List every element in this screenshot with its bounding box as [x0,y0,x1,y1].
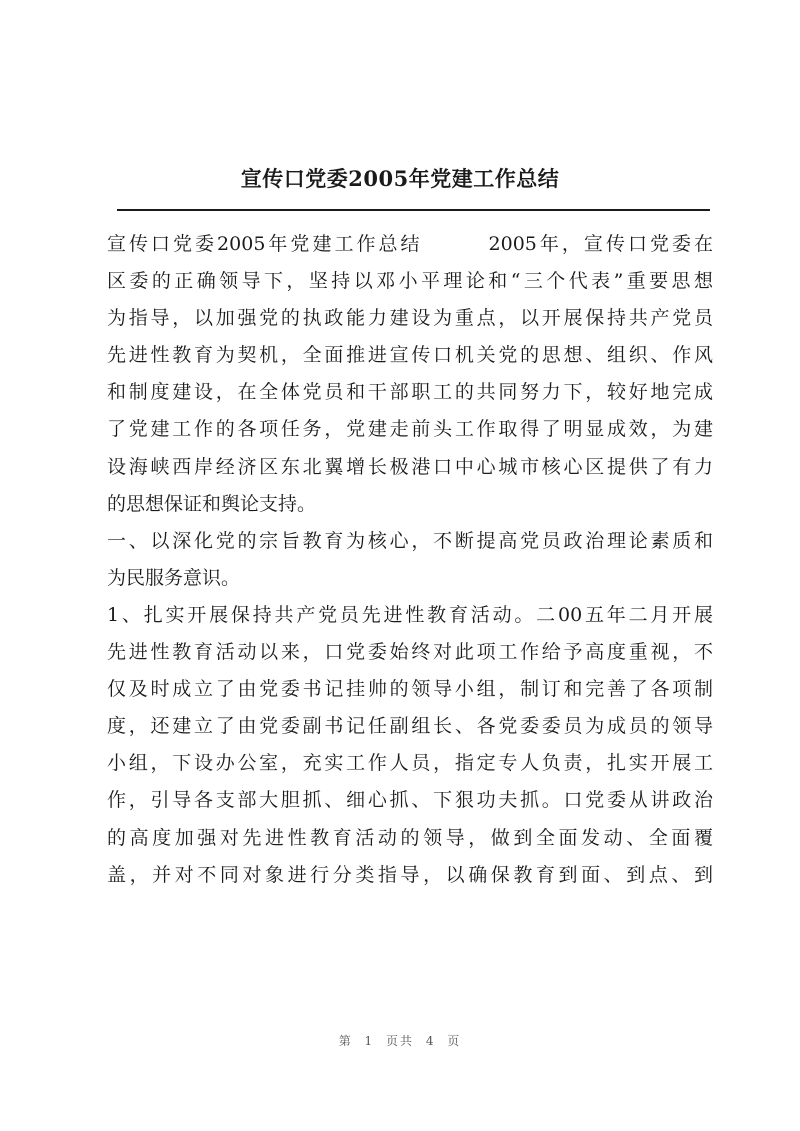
text-line: 设海峡西岸经济区东北翼增长极港口中心城市核心区提供了有力 [107,455,713,478]
text-line: 作，引导各支部大胆抓、细心抓、下狠功夫抓。口党委从讲政治 [107,789,713,812]
text-line: 和制度建设，在全体党员和干部职工的共同努力下，较好地完成 [107,381,713,404]
text-line: 区委的正确领导下，坚持以邓小平理论和“三个代表”重要思想 [107,270,713,293]
page-title: 宣传口党委2005年党建工作总结 [240,166,560,191]
text-line: 为指导，以加强党的执政能力建设为重点，以开展保持共产党员 [107,307,713,330]
text-line: 宣传口党委2005年党建工作总结 2005年，宣传口党委在 [107,233,713,255]
text-line: 度，还建立了由党委副书记任副组长、各党委委员为成员的领导 [107,715,713,738]
text-line: 了党建工作的各项任务，党建走前头工作取得了明显成效，为建 [107,418,713,441]
section-heading-line: 一、以深化党的宗旨教育为核心，不断提高党员政治理论素质和 [107,529,713,552]
page-footer: 第 1 页共 4 页 [338,1034,462,1048]
title-divider [117,209,710,211]
text-line: 的思想保证和舆论支持。 [107,492,317,515]
text-line: 先进性教育活动以来，口党委始终对此项工作给予高度重视，不 [107,641,713,664]
text-line: 仅及时成立了由党委书记挂帅的领导小组，制订和完善了各项制 [107,678,713,701]
text-line: 的高度加强对先进性教育活动的领导，做到全面发动、全面覆 [107,826,713,849]
text-line: 小组，下设办公室，充实工作人员，指定专人负责，扎实开展工 [107,752,713,775]
document-body [107,226,713,894]
text-line: 1、扎实开展保持共产党员先进性教育活动。二00五年二月开展 [107,603,713,626]
section-heading-line: 为民服务意识。 [107,566,241,589]
text-line: 盖，并对不同对象进行分类指导，以确保教育到面、到点、到 [107,863,713,886]
text-line: 先进性教育为契机，全面推进宣传口机关党的思想、组织、作风 [107,344,713,367]
